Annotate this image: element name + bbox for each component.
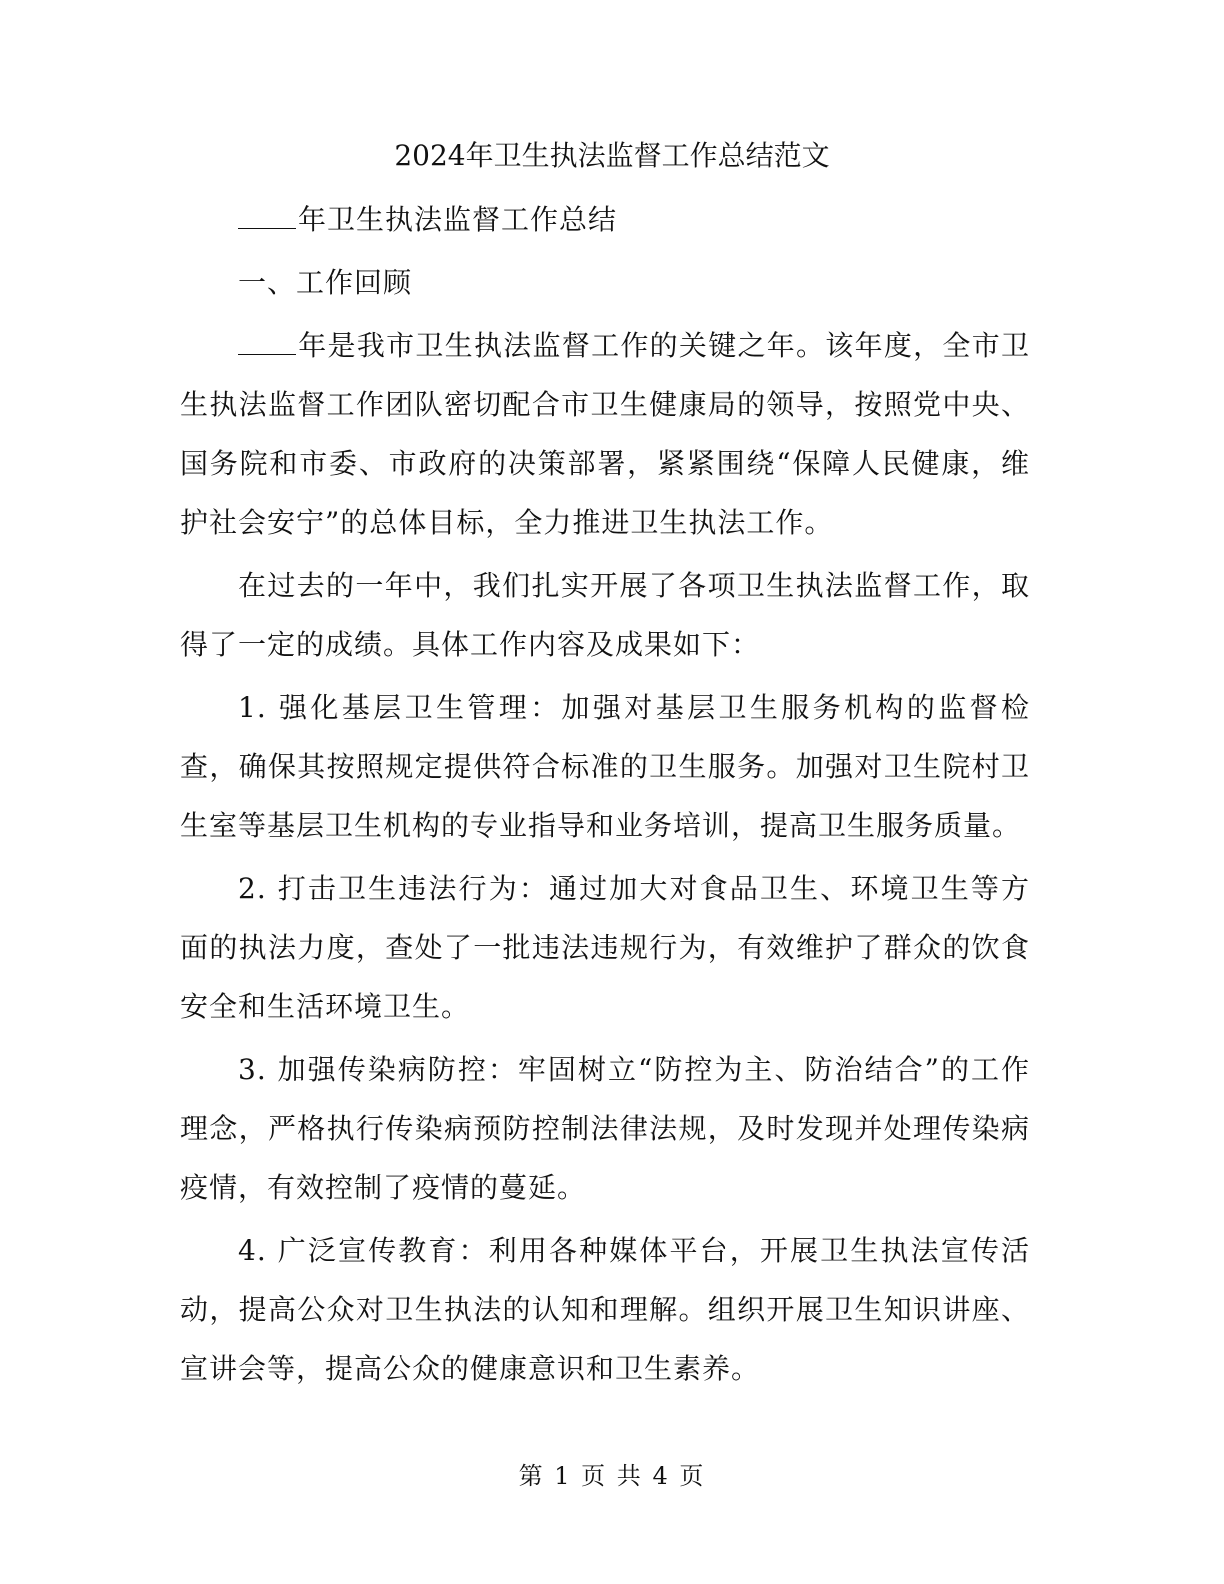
- list-item-4: 4. 广泛宣传教育：利用各种媒体平台，开展卫生执法宣传活动，提高公众对卫生执法的认知和理解。组织开展卫生知识讲座、宣讲会等，提高公众的健康意识和卫生素养。: [180, 1234, 1030, 1385]
- section-heading: 一、工作回顾: [238, 266, 413, 299]
- list-item-1: 1. 强化基层卫生管理：加强对基层卫生服务机构的监督检查，确保其按照规定提供符合标准的卫生服务。加强对卫生院村卫生室等基层卫生机构的专业指导和业务培训，提高卫生服务质量。: [180, 691, 1030, 842]
- subtitle-text: 年卫生执法监督工作总结: [298, 203, 618, 236]
- paragraph-intro-text: 年是我市卫生执法监督工作的关键之年。该年度，全市卫生执法监督工作团队密切配合市卫生健康局的领导，按照党中央、国务院和市委、市政府的决策部署，紧紧围绕“保障人民健康，维护社会安宁”的总体目标，全力推进卫生执法工作。: [180, 329, 1030, 539]
- list-item-3: 3. 加强传染病防控：牢固树立“防控为主、防治结合”的工作理念，严格执行传染病预防控制法律法规，及时发现并处理传染病疫情，有效控制了疫情的蔓延。: [180, 1053, 1030, 1204]
- document-body: [180, 190, 1030, 1402]
- fill-in-blank: [238, 328, 296, 355]
- paragraph-intro: [180, 316, 1030, 552]
- fill-in-blank: [238, 202, 296, 229]
- subtitle-heading: [180, 190, 1030, 249]
- paragraph-summary: 在过去的一年中，我们扎实开展了各项卫生执法监督工作，取得了一定的成绩。具体工作内容及成果如下：: [180, 569, 1030, 661]
- page-number-footer: 第 1 页 共 4 页: [518, 1462, 706, 1490]
- document-title: 2024年卫生执法监督工作总结范文: [394, 139, 830, 172]
- list-item-2: 2. 打击卫生违法行为：通过加大对食品卫生、环境卫生等方面的执法力度，查处了一批违法违规行为，有效维护了群众的饮食安全和生活环境卫生。: [180, 872, 1030, 1023]
